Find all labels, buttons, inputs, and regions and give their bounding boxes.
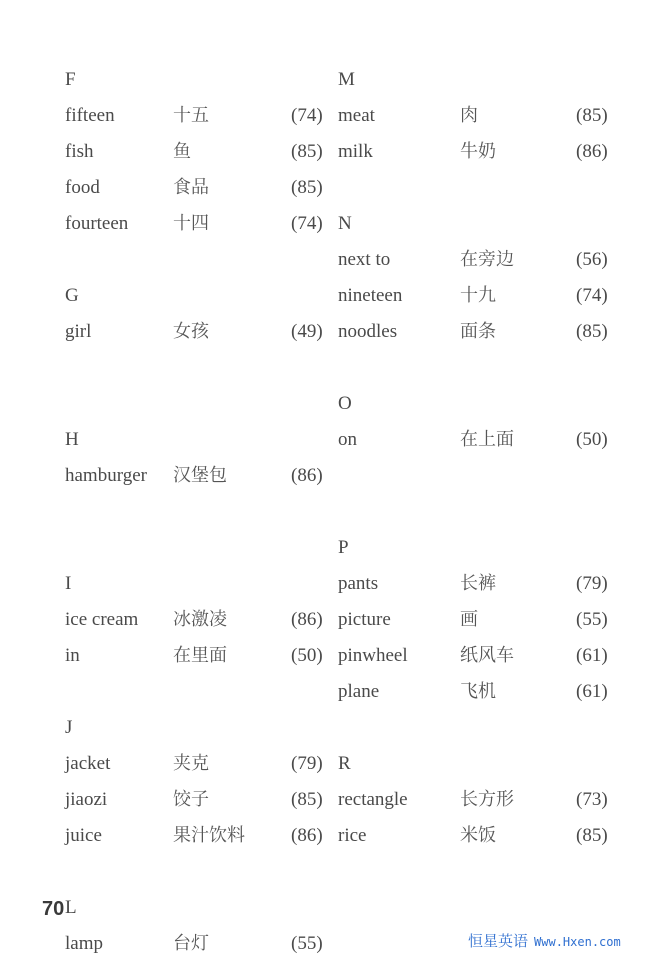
spacer — [338, 170, 608, 206]
english-word: plane — [338, 681, 380, 702]
english-word: jacket — [65, 753, 111, 774]
english-word: milk — [338, 141, 373, 162]
spacer — [338, 458, 608, 494]
english-word: hamburger — [65, 465, 147, 486]
spacer — [65, 242, 335, 278]
chinese-meaning: 冰激凌 — [173, 609, 227, 630]
letter-heading-text: F — [65, 69, 76, 90]
glossary-entry — [338, 782, 608, 818]
glossary-entry — [338, 818, 608, 854]
glossary-entry — [338, 602, 608, 638]
letter-heading — [65, 710, 335, 746]
page-reference: (85) — [576, 105, 608, 126]
letter-heading-text: H — [65, 429, 79, 450]
glossary-entry — [65, 602, 335, 638]
english-word: pinwheel — [338, 645, 408, 666]
page-reference: (86) — [291, 825, 323, 846]
letter-heading — [65, 890, 335, 926]
page-reference: (85) — [576, 825, 608, 846]
english-word: noodles — [338, 321, 398, 342]
glossary-entry — [338, 242, 608, 278]
glossary-right-column — [338, 62, 608, 854]
watermark-brand: 恒星英语 — [468, 932, 529, 950]
letter-heading-text: I — [65, 573, 72, 594]
page-reference: (61) — [576, 681, 608, 702]
english-word: fifteen — [65, 105, 115, 126]
glossary-entry — [338, 98, 608, 134]
page-reference: (50) — [291, 645, 323, 666]
letter-heading-text: G — [65, 285, 79, 306]
page-reference: (85) — [576, 321, 608, 342]
chinese-meaning: 面条 — [460, 321, 496, 342]
glossary-entry — [65, 134, 335, 170]
glossary-entry — [65, 746, 335, 782]
watermark-url: Www.Hxen.com — [534, 935, 621, 949]
glossary-entry — [65, 206, 335, 242]
page-reference: (86) — [291, 609, 323, 630]
spacer — [65, 350, 335, 386]
chinese-meaning: 十九 — [460, 285, 496, 306]
glossary-entry — [65, 98, 335, 134]
letter-heading-text: O — [338, 393, 352, 414]
letter-heading-text: J — [65, 717, 73, 738]
chinese-meaning: 在上面 — [460, 429, 514, 450]
english-word: juice — [65, 825, 102, 846]
glossary-entry — [338, 422, 608, 458]
spacer — [65, 494, 335, 530]
letter-heading — [65, 278, 335, 314]
glossary-entry — [338, 638, 608, 674]
english-word: fish — [65, 141, 94, 162]
chinese-meaning: 夹克 — [173, 753, 209, 774]
chinese-meaning: 女孩 — [173, 321, 209, 342]
page-reference: (61) — [576, 645, 608, 666]
english-word: food — [65, 177, 100, 198]
spacer — [65, 530, 335, 566]
chinese-meaning: 米饭 — [460, 825, 496, 846]
chinese-meaning: 汉堡包 — [173, 465, 227, 486]
chinese-meaning: 在旁边 — [460, 249, 514, 270]
chinese-meaning: 肉 — [460, 105, 478, 126]
glossary-left-column — [65, 62, 335, 962]
spacer — [338, 710, 608, 746]
chinese-meaning: 十五 — [173, 105, 209, 126]
spacer — [65, 674, 335, 710]
english-word: girl — [65, 321, 92, 342]
english-word: picture — [338, 609, 391, 630]
glossary-entry — [338, 566, 608, 602]
glossary-entry — [65, 818, 335, 854]
letter-heading-text: P — [338, 537, 349, 558]
glossary-entry — [65, 458, 335, 494]
english-word: in — [65, 645, 80, 666]
glossary-entry — [65, 638, 335, 674]
english-word: ice cream — [65, 609, 139, 630]
english-word: lamp — [65, 933, 103, 954]
spacer — [65, 386, 335, 422]
page-reference: (85) — [291, 789, 323, 810]
letter-heading-text: L — [65, 897, 77, 918]
spacer — [65, 854, 335, 890]
english-word: on — [338, 429, 357, 450]
page-reference: (79) — [291, 753, 323, 774]
english-word: rectangle — [338, 789, 408, 810]
page-reference: (73) — [576, 789, 608, 810]
glossary-entry — [65, 782, 335, 818]
page-reference: (56) — [576, 249, 608, 270]
letter-heading — [338, 530, 608, 566]
chinese-meaning: 牛奶 — [460, 141, 496, 162]
page-reference: (55) — [576, 609, 608, 630]
page-reference: (50) — [576, 429, 608, 450]
watermark — [468, 930, 621, 951]
letter-heading-text: R — [338, 753, 351, 774]
chinese-meaning: 鱼 — [173, 141, 191, 162]
page-reference: (74) — [291, 105, 323, 126]
chinese-meaning: 长裤 — [460, 573, 496, 594]
spacer — [338, 350, 608, 386]
glossary-entry — [338, 134, 608, 170]
letter-heading — [338, 386, 608, 422]
page-reference: (85) — [291, 177, 323, 198]
page-reference: (49) — [291, 321, 323, 342]
chinese-meaning: 纸风车 — [460, 645, 514, 666]
chinese-meaning: 飞机 — [460, 681, 496, 702]
glossary-entry — [338, 674, 608, 710]
chinese-meaning: 果汁饮料 — [173, 825, 245, 846]
page-reference: (79) — [576, 573, 608, 594]
chinese-meaning: 食品 — [173, 177, 209, 198]
glossary-entry — [65, 314, 335, 350]
letter-heading-text: M — [338, 69, 355, 90]
glossary-entry — [65, 170, 335, 206]
chinese-meaning: 在里面 — [173, 645, 227, 666]
english-word: jiaozi — [65, 789, 108, 810]
glossary-entry — [338, 278, 608, 314]
page-reference: (74) — [576, 285, 608, 306]
english-word: nineteen — [338, 285, 403, 306]
chinese-meaning: 画 — [460, 609, 478, 630]
english-word: pants — [338, 573, 379, 594]
letter-heading — [338, 746, 608, 782]
page-reference: (85) — [291, 141, 323, 162]
chinese-meaning: 饺子 — [173, 789, 209, 810]
page-reference: (55) — [291, 933, 323, 954]
letter-heading — [65, 566, 335, 602]
letter-heading-text: N — [338, 213, 352, 234]
glossary-entry — [338, 314, 608, 350]
page-number: 70 — [42, 898, 65, 920]
letter-heading — [65, 62, 335, 98]
english-word: rice — [338, 825, 367, 846]
letter-heading — [65, 422, 335, 458]
chinese-meaning: 十四 — [173, 213, 209, 234]
letter-heading — [338, 62, 608, 98]
english-word: next to — [338, 249, 391, 270]
page-reference: (74) — [291, 213, 323, 234]
english-word: meat — [338, 105, 375, 126]
letter-heading — [338, 206, 608, 242]
page-reference: (86) — [291, 465, 323, 486]
spacer — [338, 494, 608, 530]
page-reference: (86) — [576, 141, 608, 162]
chinese-meaning: 长方形 — [460, 789, 514, 810]
english-word: fourteen — [65, 213, 129, 234]
chinese-meaning: 台灯 — [173, 933, 209, 954]
